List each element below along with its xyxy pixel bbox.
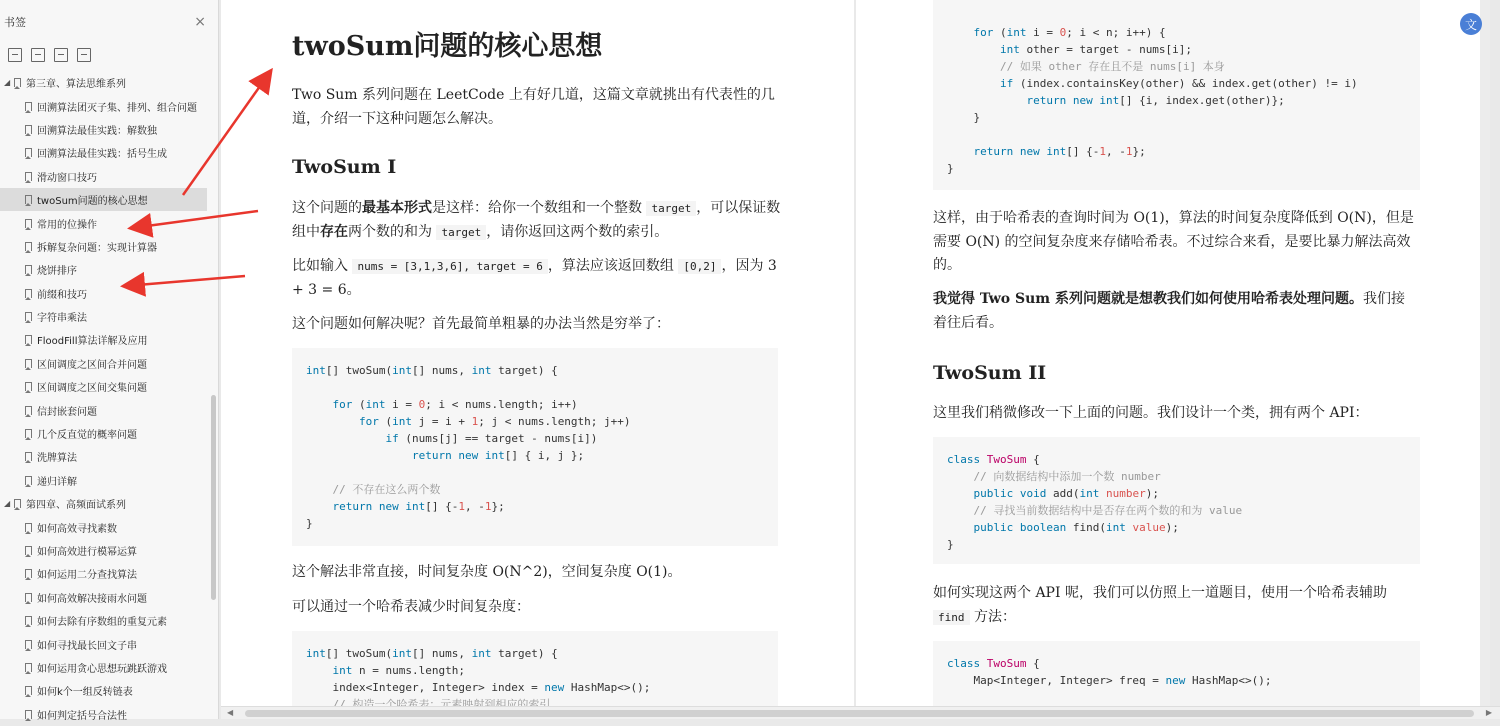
sidebar-item[interactable] — [0, 656, 208, 679]
sidebar-item-label: 回溯算法最佳实践：解数独 — [37, 122, 157, 137]
caret-down-icon[interactable]: ◢ — [4, 499, 14, 508]
sidebar-item[interactable] — [0, 141, 208, 164]
sidebar-item[interactable] — [0, 305, 208, 328]
page-title: twoSum问题的核心思想 — [292, 24, 602, 63]
horizontal-scroll-thumb[interactable] — [245, 710, 1474, 717]
sidebar-item[interactable] — [0, 515, 208, 538]
sidebar-item[interactable] — [0, 211, 208, 234]
pdf-page-right — [856, 0, 1490, 706]
paragraph-basic-form: 这个问题的最基本形式是这样：给你一个数组和一个整数 target ，可以保证数组中存在两个数的和为 target ，请你返回这两个数的索引。 — [292, 197, 782, 244]
bookmark-icon — [25, 686, 32, 695]
sidebar-item-label: 如何寻找最长回文子串 — [37, 637, 137, 652]
bookmark-icon — [25, 429, 32, 438]
sidebar-item-label: 递归详解 — [37, 473, 77, 488]
bookmark-icon — [25, 265, 32, 274]
code-block-class-impl: class TwoSum { Map<Integer, Integer> freq = new HashMap<>(); — [933, 641, 1420, 706]
add-bookmark-icon[interactable] — [54, 48, 68, 62]
sidebar-item[interactable] — [0, 118, 208, 141]
sidebar-item[interactable] — [0, 165, 208, 188]
bookmark-icon — [25, 125, 32, 134]
sidebar-item-label: 第三章、算法思维系列 — [26, 75, 126, 90]
sidebar-item-label: 洗牌算法 — [37, 449, 77, 464]
sidebar-item-label: 信封嵌套问题 — [37, 403, 97, 418]
sidebar-item-label: 如何运用二分查找算法 — [37, 566, 137, 581]
sidebar-item-label: 常用的位操作 — [37, 216, 97, 231]
sidebar-item-label: 如何高效进行模幂运算 — [37, 543, 137, 558]
sidebar-item-label: 如何高效解决接雨水问题 — [37, 590, 147, 605]
sidebar-item-label: twoSum问题的核心思想 — [37, 192, 148, 207]
paragraph-hashmap: 可以通过一个哈希表减少时间复杂度： — [292, 596, 530, 620]
sidebar-item[interactable] — [0, 188, 207, 211]
sidebar-item[interactable] — [0, 469, 208, 492]
bookmark-icon — [25, 195, 32, 204]
sidebar-item[interactable] — [0, 586, 208, 609]
sidebar-item[interactable] — [0, 375, 208, 398]
bookmark-icon — [25, 359, 32, 368]
bookmarks-header — [0, 0, 218, 44]
sidebar-item-label: 烧饼排序 — [37, 262, 77, 277]
paragraph-complexity: 这个解法非常直接，时间复杂度 O(N^2)，空间复杂度 O(1)。 — [292, 561, 682, 585]
sidebar-scrollbar[interactable] — [211, 395, 216, 600]
paragraph-summary: 我觉得 Two Sum 系列问题就是想教我们如何使用哈希表处理问题。我们接着往后看。 — [933, 288, 1418, 335]
code-block-hashmap-continued: for (int i = 0; i < n; i++) { int other = target - nums[i]; // 如果 other 存在且不是 nums[i] 本身 if (index.containsKey(other) && index.get(other) != i) return new int[] {i, index.get(other)}; } return new int[] {-1, -1}; } — [933, 0, 1420, 190]
bookmark-icon — [25, 335, 32, 344]
bookmark-icon — [25, 219, 32, 228]
sidebar-item[interactable] — [0, 352, 208, 375]
sidebar-item[interactable] — [0, 258, 208, 281]
sidebar-item-label: 拆解复杂问题：实现计算器 — [37, 239, 157, 254]
bookmarks-list — [0, 71, 208, 726]
sidebar-item-label: 如何高效寻找素数 — [37, 520, 117, 535]
sidebar-item-label: 字符串乘法 — [37, 309, 87, 324]
sidebar-item-label: 几个反直觉的概率问题 — [37, 426, 137, 441]
sidebar-item-label: 滑动窗口技巧 — [37, 169, 97, 184]
sidebar-item-label: 如何判定括号合法性 — [37, 707, 127, 722]
bookmark-icon — [25, 523, 32, 532]
sidebar-item-label: 如何去除有序数组的重复元素 — [37, 613, 167, 628]
sidebar-item[interactable] — [0, 562, 208, 585]
paragraph-api: 这里我们稍微修改一下上面的问题。我们设计一个类，拥有两个 API： — [933, 402, 1369, 426]
bookmark-icon — [25, 289, 32, 298]
sidebar-item[interactable] — [0, 445, 208, 468]
sidebar-item-label: 前缀和技巧 — [37, 286, 87, 301]
sidebar-chapter[interactable] — [0, 71, 208, 94]
sidebar-item[interactable] — [0, 235, 208, 258]
bookmark-icon — [25, 569, 32, 578]
bookmark-icon — [25, 616, 32, 625]
bookmark-icon — [25, 593, 32, 602]
sidebar-item[interactable] — [0, 703, 208, 726]
scroll-left-icon[interactable]: ◀ — [227, 708, 233, 717]
bookmarks-toolbar — [0, 44, 218, 66]
bookmark-icon — [25, 382, 32, 391]
sidebar-chapter[interactable] — [0, 492, 208, 515]
sidebar-item[interactable] — [0, 94, 208, 117]
paragraph-example: 比如输入 nums = [3,1,3,6], target = 6 ，算法应该返回数组 [0,2] ，因为 3 + 3 = 6。 — [292, 255, 782, 302]
sidebar-item-label: FloodFill算法详解及应用 — [37, 332, 147, 347]
sidebar-item-label: 区间调度之区间合并问题 — [37, 356, 147, 371]
code-block-hashmap: int[] twoSum(int[] nums, int target) { int n = nums.length; index<Integer, Integer> index = new HashMap<>(); // 构造一个哈希表：元素映射到相应的索引 — [292, 631, 778, 706]
sidebar-item-label: 第四章、高频面试系列 — [26, 496, 126, 511]
vertical-scrollbar[interactable] — [1480, 0, 1490, 706]
bookmark-icon — [25, 546, 32, 555]
sidebar-item-label: 区间调度之区间交集问题 — [37, 379, 147, 394]
bookmarks-panel — [0, 0, 219, 719]
bookmark-icon — [25, 148, 32, 157]
sidebar-item-label: 如何运用贪心思想玩跳跃游戏 — [37, 660, 167, 675]
code-block-class: class TwoSum { // 向数据结构中添加一个数 number public void add(int number); // 寻找当前数据结构中是否存在两个数的和为 value public boolean find(int value); } — [933, 437, 1420, 564]
bookmark-icon — [25, 406, 32, 415]
bookmark-icon — [14, 499, 21, 508]
heading-twosum-2: TwoSum II — [933, 362, 1046, 384]
bookmark-icon — [25, 242, 32, 251]
sidebar-item[interactable] — [0, 632, 208, 655]
bookmark-icon — [14, 78, 21, 87]
paragraph-implement: 如何实现这两个 API 呢，我们可以仿照上一道题目，使用一个哈希表辅助 find 方法： — [933, 582, 1418, 629]
code-block-brute-force: int[] twoSum(int[] nums, int target) { for (int i = 0; i < nums.length; i++) for (int j = i + 1; j < nums.length; j++) if (nums[j] == target - nums[i]) return new int[] { i, j }; // 不存在这么两个数 return new int[] {-1, -1}; } — [292, 348, 778, 546]
sidebar-item[interactable] — [0, 422, 208, 445]
bookmark-icon — [25, 172, 32, 181]
sidebar-item-label: 如何k个一组反转链表 — [37, 683, 133, 698]
translate-icon[interactable]: 文 — [1460, 13, 1482, 35]
expand-all-icon[interactable] — [8, 48, 22, 62]
sidebar-item[interactable] — [0, 282, 208, 305]
sidebar-item[interactable] — [0, 398, 208, 421]
caret-down-icon[interactable]: ◢ — [4, 78, 14, 87]
bookmark-icon — [25, 640, 32, 649]
sidebar-item[interactable] — [0, 679, 208, 702]
bookmark-icon — [25, 452, 32, 461]
intro-paragraph: Two Sum 系列问题在 LeetCode 上有好几道，这篇文章就挑出有代表性的几道，介绍一下这种问题怎么解决。 — [292, 84, 777, 131]
bookmark-icon — [25, 710, 32, 719]
bookmark-icon[interactable] — [77, 48, 91, 62]
sidebar-item[interactable] — [0, 539, 208, 562]
bookmark-icon — [25, 102, 32, 111]
bookmark-icon — [25, 663, 32, 672]
collapse-all-icon[interactable] — [31, 48, 45, 62]
bookmark-icon — [25, 312, 32, 321]
heading-twosum-1: TwoSum I — [292, 156, 396, 178]
sidebar-item-label: 回溯算法团灭子集、排列、组合问题 — [37, 99, 197, 114]
sidebar-item[interactable] — [0, 609, 208, 632]
scroll-right-icon[interactable]: ▶ — [1486, 708, 1492, 717]
paragraph-brute-force: 这个问题如何解决呢？首先最简单粗暴的办法当然是穷举了： — [292, 313, 670, 337]
horizontal-scrollbar[interactable] — [221, 706, 1500, 719]
paragraph-hash-complexity: 这样，由于哈希表的查询时间为 O(1)，算法的时间复杂度降低到 O(N)，但是需要 O(N) 的空间复杂度来存储哈希表。不过综合来看，是要比暴力解法高效的。 — [933, 207, 1418, 278]
sidebar-item[interactable] — [0, 328, 208, 351]
pdf-page-left — [221, 0, 854, 706]
bookmarks-title: 书签 — [4, 14, 26, 30]
sidebar-item-label: 回溯算法最佳实践：括号生成 — [37, 145, 167, 160]
bookmark-icon — [25, 476, 32, 485]
close-icon[interactable]: × — [194, 14, 206, 30]
